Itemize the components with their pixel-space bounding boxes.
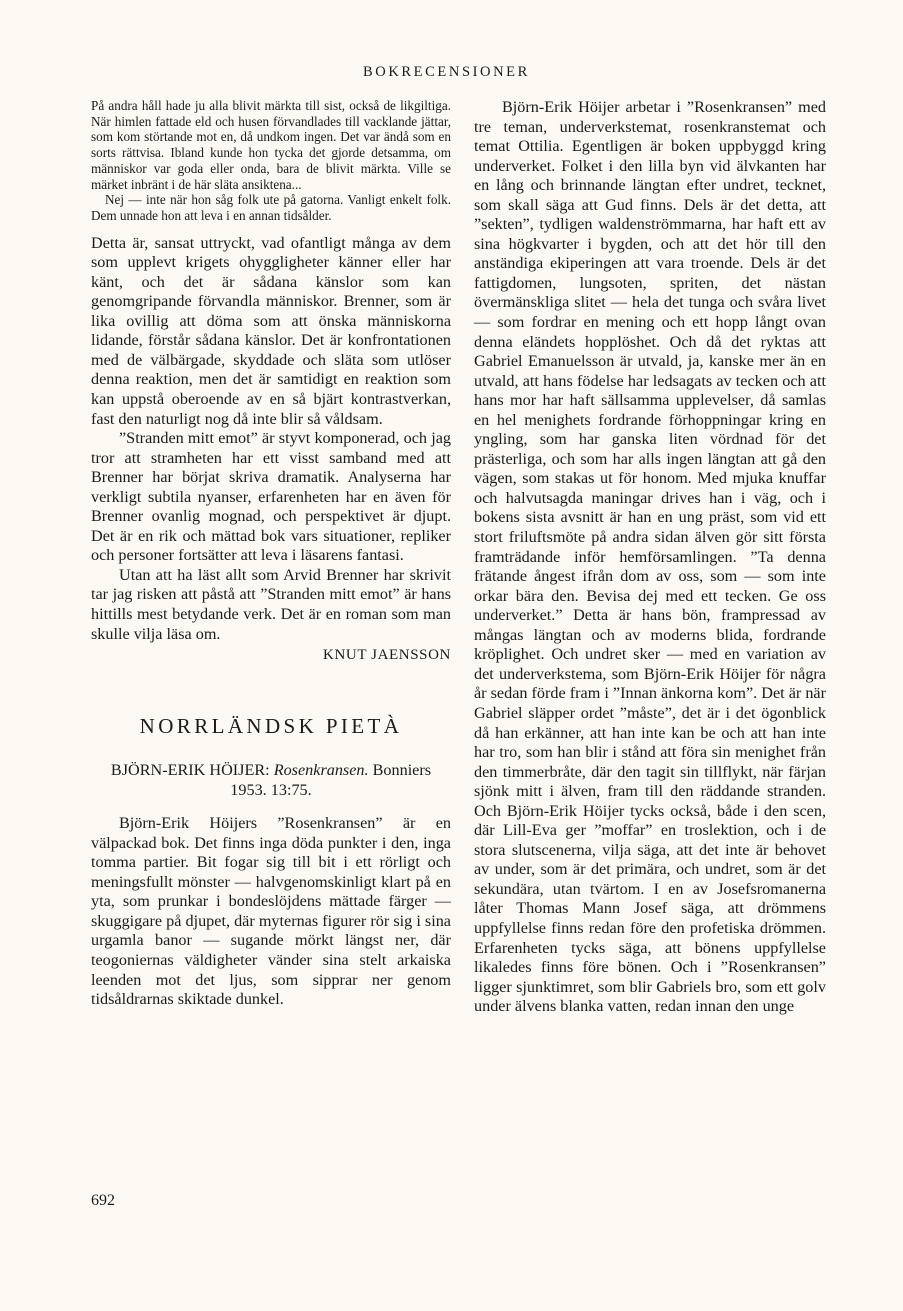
reviewer-signature: KNUT JAENSSON bbox=[323, 647, 451, 664]
block-quote bbox=[91, 98, 451, 224]
review-body bbox=[91, 814, 451, 1009]
section-title: NORRLÄNDSK PIETÀ bbox=[139, 714, 403, 739]
byline-details: Bonniers 1953. 13:75. bbox=[230, 761, 432, 799]
body-paragraph: Detta är, sansat uttryckt, vad ofantligt många av dem som upplevt krigets ohyggligheter känner eller har känt, och det är sådana känslor som kan genomgripande förvandla människor. Brenner, som är lika ovillig att döma som att önska människorna lidande, förstår sådana känslor. Det är konfrontationen med de välbärgade, skyddade och släta som utlöser denna reaktion, men det är samtidigt en reaktion som kan uppstå oberoende av en så bjärt kontrastverkan, fast den naturligt nog då inte blir så våldsam. bbox=[91, 233, 451, 428]
page-number: 692 bbox=[91, 1192, 115, 1209]
body-paragraph: Utan att ha läst allt som Arvid Brenner har skrivit tar jag risken att påstå att ”Stranden mitt emot” är hans hittills mest betydande verk. Det är en roman som man skulle vilja läsa om. bbox=[91, 565, 451, 643]
book-byline bbox=[91, 761, 451, 800]
body-paragraph: Björn-Erik Höijer arbetar i ”Rosenkransen” med tre teman, underverkstemat, rosenkranstemat och temat Ottilia. Egentligen är boken uppbyggd kring underverket. Folket i den lilla byn vid älvkanten har en lång och brinnande längtan efter undret, tecknet, som skall säga att Gud finns. Dels är det detta, att ”sekten”, tydligen waldenströmmarna, har haft ett av sina högkvarter i bygden, och att det hör till den anständiga ekiperingen att vara troende. Dels är det fattigdomen, lungsoten, spriten, det nästan övermänskliga slitet — hela det tunga och svåra livet — som fordrar en mening och ett hopp långt ovan denna eländets hopplöshet. Och då det ryktas att Gabriel Emanuelsson är utvald, ja, kanske mer än en utvald, att hans födelse har ledsagats av tecken och att hans mor har haft sällsamma upplevelser, då samlas en hel menighets fordrande förhoppningar kring en yngling, som har ganska liten vördnad för det prästerliga, och som har alls ingen längtan att gå den vägen, som stakas ut för honom. Med mjuka knuffar och halvutsagda maningar drives han i väg, och i bokens sista avsnitt är han en ung präst, som vid ett stort friluftsmöte på andra sidan älven gör sitt första framträdande inför hemförsamlingen. ”Ta denna frätande ångest ifrån dom av oss, som — som inte orkar bära den. Bevisa dej med ett tecken. Ge oss underverket.” Detta är hans bön, frampressad av mångas längtan och av moderns blida, fordrande kröplighet. Och undret sker — med en variation av det underverkstema, som Björn-Erik Höijer för några år sedan förde fram i ”Innan änkorna kom”. Det är när Gabriel släpper ordet ”måste”, det är i det ögonblick då han erkänner, att han inte kan be och att han inte har tro, som han blir i stånd att föra sin menighet från den timmerbråte, där den tagit sin tillflykt, när färjan sjönk mitt i älven, fram till den räddande stranden. Och Björn-Erik Höijer tycks också, både i den scen, där Lill-Eva ger ”moffar” en troslektion, och i de stora slutscenerna, vilja säga, att det inte är behovet av under, som är det primära, och undret, som är det sekundära, utan tvärtom. I en av Josefsromanerna låter Thomas Mann Josef säga, att drömmens uppfyllelse finns redan före den profetiska drömmen. Erfarenheten tycks säga, att bönens uppfyllelse likaledes finns före bönen. Och i ”Rosenkransen” ligger sjunktimret, som blir Gabriels bro, som ett golv under älvens blanka vatten, redan innan den unge bbox=[474, 98, 826, 1016]
quote-paragraph: Nej — inte när hon såg folk ute på gatorna. Vanligt enkelt folk. Dem unnade hon att leva i en annan tidsålder. bbox=[91, 192, 451, 223]
left-column bbox=[91, 98, 451, 1010]
body-paragraph: ”Stranden mitt emot” är styvt komponerad, och jag tror att stramheten har ett visst samband med att Brenner har börjat skriva dramatik. Analyserna har verkligt subtila nyanser, erfarenheten har en även för Brenner ovanlig mognad, och perspektivet är djupt. Det är en rik och mättad bok vars situationer, repliker och personer fortsätter att leva i läsarens fantasi. bbox=[91, 429, 451, 565]
running-title: BOKRECENSIONER bbox=[363, 64, 530, 80]
right-column bbox=[474, 98, 826, 1017]
body-paragraph: Björn-Erik Höijers ”Rosenkransen” är en välpackad bok. Det finns inga döda punkter i den, inga tomma partier. Bit fogar sig till bit i ett rörligt och meningsfullt mönster — halvgenomskinligt klart på en yta, som prunkar i bondeslöjdens mättade färger — skuggigare på djupet, där myternas figurer rör sig i sina urgamla banor — sugande mörkt längst ner, där teogoniernas väldigheter vänder sina stelt arkaiska leenden mot det ljus, som sipprar ner genom tidsåldrarnas skiktade dunkel. bbox=[91, 814, 451, 1009]
quote-paragraph: På andra håll hade ju alla blivit märkta till sist, också de likgiltiga. När himlen fattade eld och husen förvandlades till vacklande jättar, som kom störtande mot en, då undkom ingen. Det var ändå som en sorts rättvisa. Ibland kunde hon tycka det gjorde detsamma, om människor var goda eller onda, bara de blivit märkta. Ville se märket inbränt i de här släta ansiktena... bbox=[91, 98, 451, 192]
byline-book-title: Rosenkransen. bbox=[273, 761, 369, 780]
review-body bbox=[91, 234, 451, 644]
byline-author: BJÖRN-ERIK HÖIJER: bbox=[110, 761, 270, 780]
